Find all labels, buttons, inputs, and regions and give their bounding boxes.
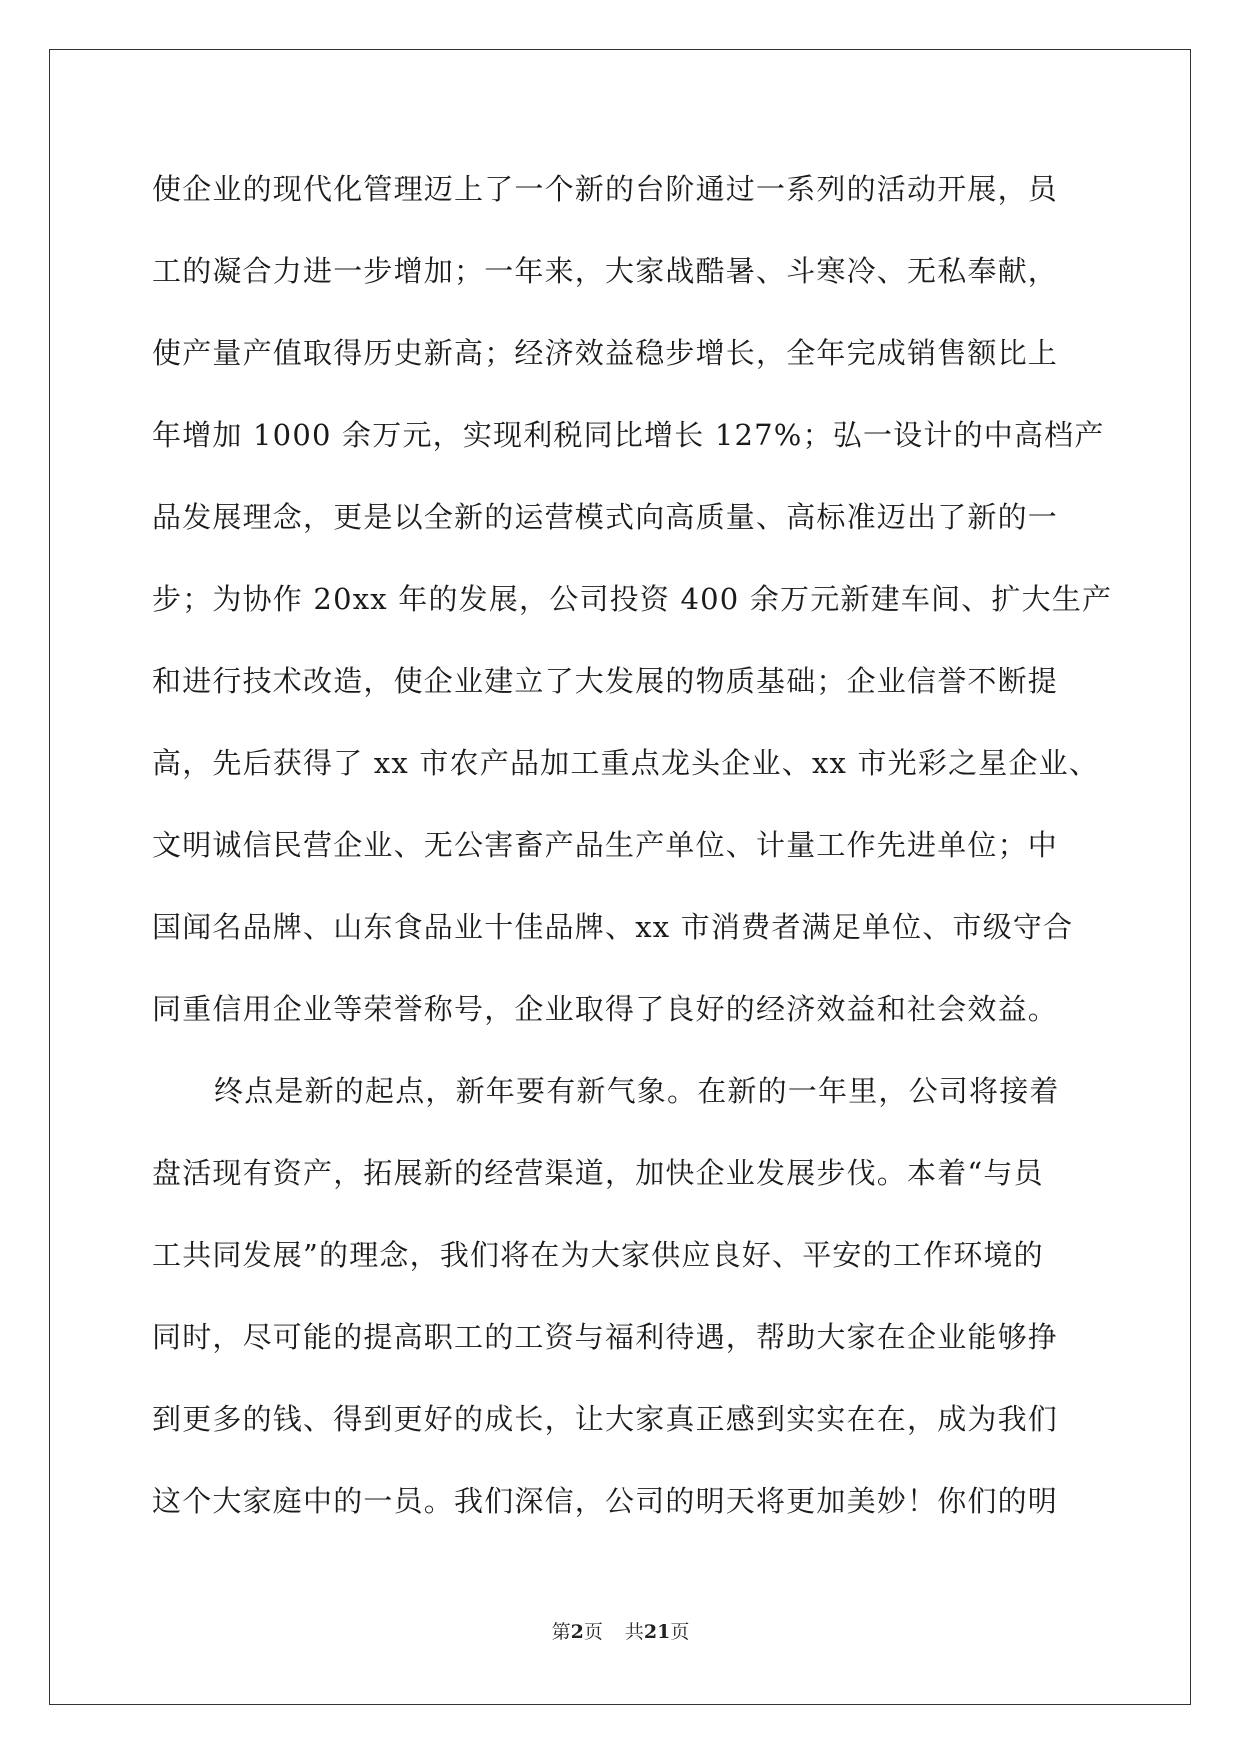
page-number: 2 xyxy=(570,1621,584,1643)
text-line: 到更多的钱、得到更好的成长，让大家真正感到实实在在，成为我们 xyxy=(152,1402,1059,1436)
paragraph-start-line: 终点是新的起点，新年要有新气象。在新的一年里，公司将接着 xyxy=(214,1074,1060,1108)
total-pages-suffix: 页 xyxy=(670,1621,690,1643)
text-line: 使企业的现代化管理迈上了一个新的台阶通过一系列的活动开展，员 xyxy=(152,172,1059,206)
text-line: 和进行技术改造，使企业建立了大发展的物质基础；企业信誉不断提 xyxy=(152,664,1059,698)
text-line: 这个大家庭中的一员。我们深信，公司的明天将更加美妙！你们的明 xyxy=(152,1484,1059,1518)
text-line: 高，先后获得了 xx 市农产品加工重点龙头企业、xx 市光彩之星企业、 xyxy=(152,746,1100,780)
document-body xyxy=(152,160,1113,1554)
text-line: 步；为协作 20xx 年的发展，公司投资 400 余万元新建车间、扩大生产 xyxy=(152,582,1113,616)
text-line: 使产量产值取得历史新高；经济效益稳步增长，全年完成销售额比上 xyxy=(152,336,1059,370)
total-pages: 21 xyxy=(643,1621,671,1643)
text-line: 同时，尽可能的提高职工的工资与福利待遇，帮助大家在企业能够挣 xyxy=(152,1320,1059,1354)
text-line: 品发展理念，更是以全新的运营模式向高质量、高标准迈出了新的一 xyxy=(152,500,1059,534)
text-line: 文明诚信民营企业、无公害畜产品生产单位、计量工作先进单位；中 xyxy=(152,828,1059,862)
text-line: 国闻名品牌、山东食品业十佳品牌、xx 市消费者满足单位、市级守合 xyxy=(152,910,1074,944)
text-line: 工的凝合力进一步增加；一年来，大家战酷暑、斗寒冷、无私奉献， xyxy=(152,254,1059,288)
page-number-prefix: 第 xyxy=(551,1621,571,1643)
text-line: 盘活现有资产，拓展新的经营渠道，加快企业发展步伐。本着“与员 xyxy=(152,1156,1044,1190)
total-pages-prefix: 共 xyxy=(624,1621,644,1643)
page-footer xyxy=(0,1618,1241,1646)
text-line: 年增加 1000 余万元，实现利税同比增长 127%；弘一设计的中高档产 xyxy=(152,418,1105,452)
page-number-suffix: 页 xyxy=(583,1621,603,1643)
text-line: 工共同发展”的理念，我们将在为大家供应良好、平安的工作环境的 xyxy=(152,1238,1044,1272)
text-line: 同重信用企业等荣誉称号，企业取得了良好的经济效益和社会效益。 xyxy=(152,992,1059,1026)
